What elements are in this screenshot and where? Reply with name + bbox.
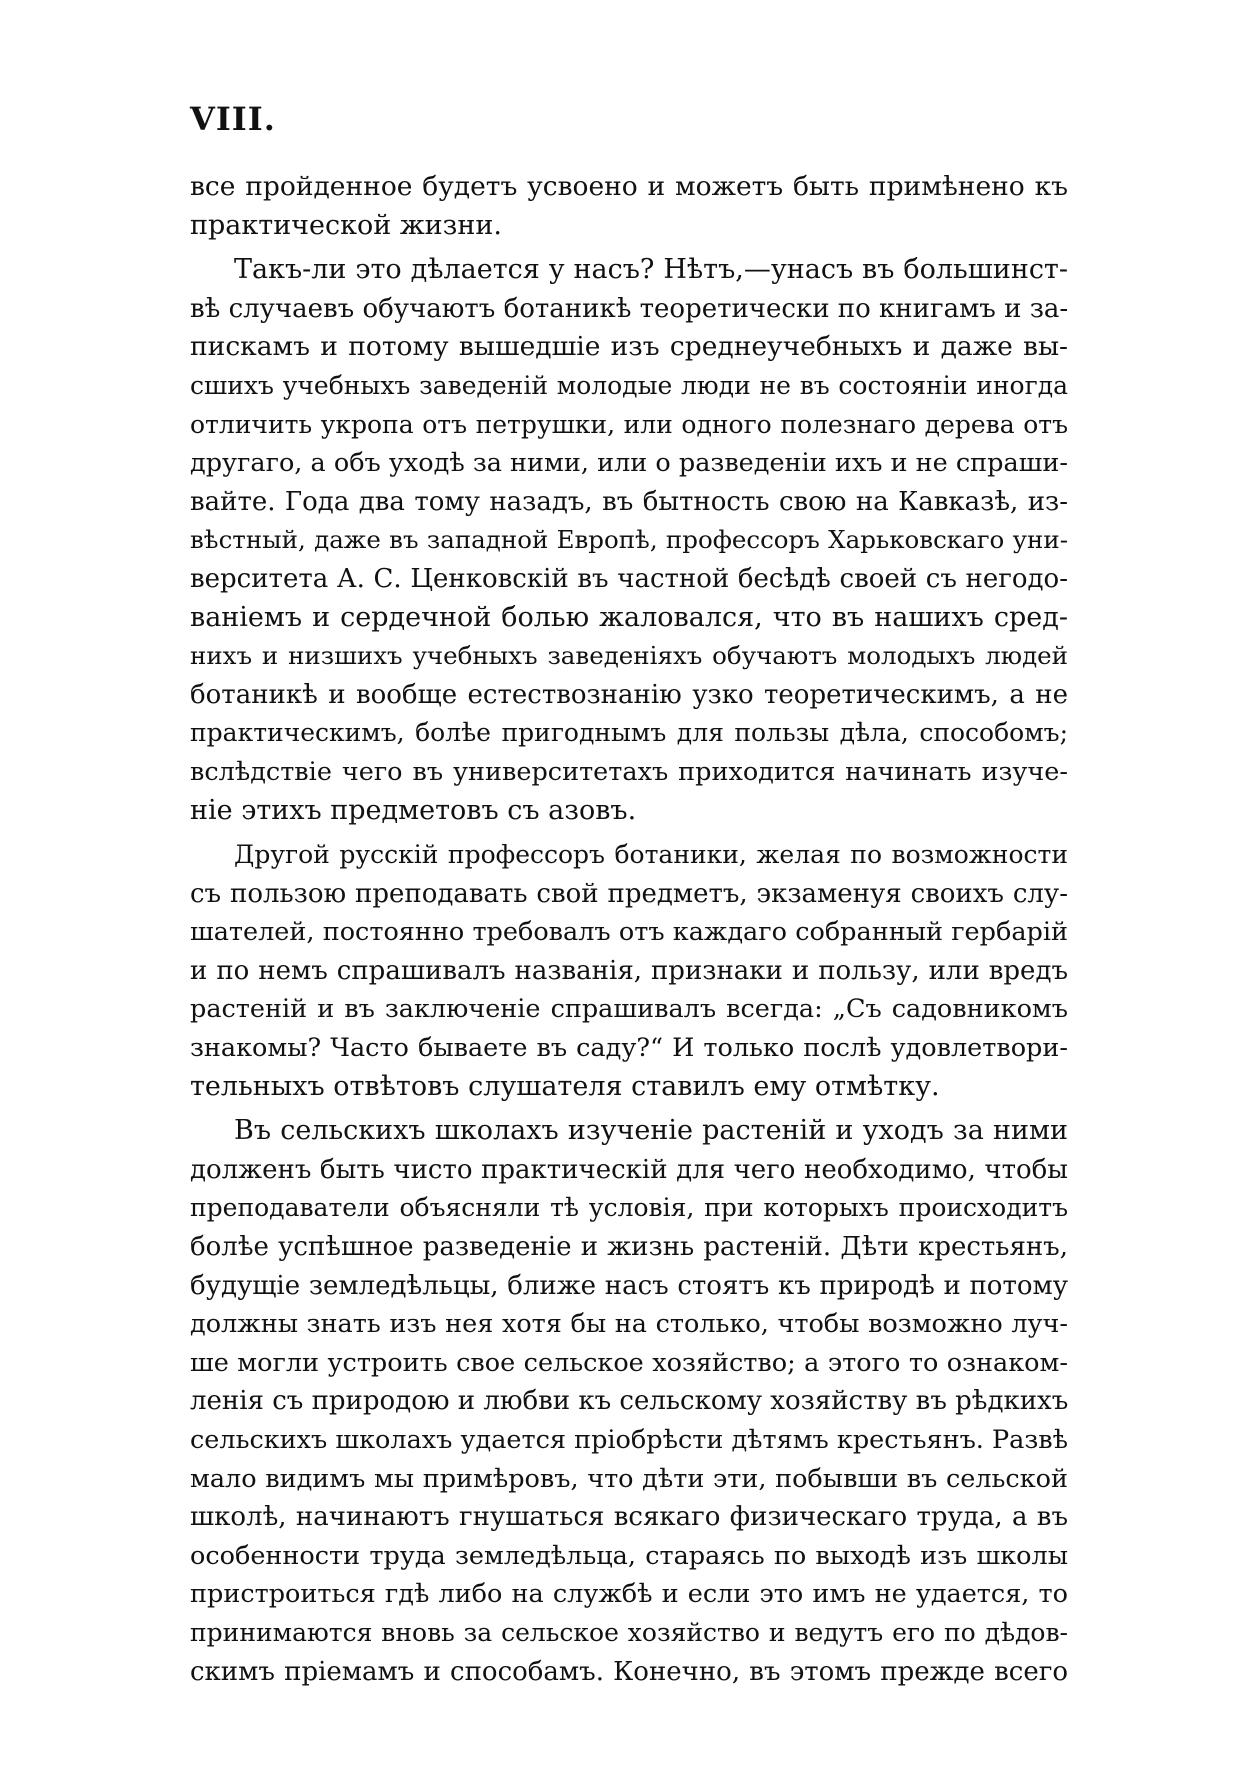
text-line: Такъ-ли это дѣлается у насъ? Нѣтъ,—унасъ въ большинст- <box>234 254 1068 286</box>
text-line: скимъ пріемамъ и способамъ. Конечно, въ этомъ прежде всего <box>190 1656 1068 1687</box>
text-line: практической жизни. <box>190 209 502 241</box>
text-line: особенности труда земледѣльца, стараясь по выходѣ изъ школы <box>190 1540 1068 1571</box>
paragraph <box>190 1112 1068 1691</box>
text-line: шателей, постоянно требовалъ отъ каждаго собранный гербарій <box>190 917 1068 948</box>
text-line: сшихъ учебныхъ заведеній молодые люди не въ состояніи иногда <box>190 370 1068 400</box>
text-line: Въ сельскихъ школахъ изученіе растеній и уходъ за ними <box>234 1115 1068 1147</box>
text-line: вѣ случаевъ обучаютъ ботаникѣ теоретически по книгамъ и за- <box>190 293 1069 324</box>
text-line: вслѣдствіе чего въ университетахъ приходится начинать изуче- <box>190 756 1068 787</box>
text-line: школѣ, начинаютъ гнушаться всякаго физическаго труда, а въ <box>190 1502 1068 1533</box>
body-text <box>190 168 1068 1691</box>
text-line: тельныхъ отвѣтовъ слушателя ставилъ ему отмѣтку. <box>190 1070 940 1102</box>
text-line: знакомы? Часто бываете въ саду?“ И только послѣ удовлетвори- <box>190 1033 1068 1064</box>
page-number: VIII. <box>190 100 276 138</box>
text-line: и по немъ спрашивалъ названія, признаки и пользу, или вредъ <box>190 955 1068 986</box>
text-line: все пройденное будетъ усвоено и можетъ быть примѣнено къ <box>190 171 1068 202</box>
paragraph <box>190 251 1068 830</box>
text-line: практическимъ, болѣе пригоднымъ для пользы дѣла, способомъ; <box>190 718 1068 748</box>
text-line: долженъ быть чисто практическій для чего необходимо, чтобы <box>190 1154 1068 1185</box>
text-line: принимаются вновь за сельское хозяйство и ведутъ его по дѣдов- <box>190 1617 1068 1647</box>
text-line: мало видимъ мы примѣровъ, что дѣти эти, побывши въ сельской <box>190 1463 1068 1494</box>
paragraph <box>190 168 1068 245</box>
text-line: Другой русскій профессоръ ботаники, желая по возможности <box>234 840 1068 870</box>
text-line: вѣстный, даже въ западной Европѣ, профессоръ Харьковскаго уни- <box>190 525 1068 555</box>
text-line: ленія съ природою и любви къ сельскому хозяйству въ рѣдкихъ <box>190 1386 1069 1417</box>
text-line: пискамъ и потому вышедшіе изъ среднеучебныхъ и даже вы- <box>190 331 1068 363</box>
text-line: будущіе земледѣльцы, ближе насъ стоятъ къ природѣ и потому <box>190 1270 1068 1301</box>
text-line: пристроиться гдѣ либо на службѣ и если это имъ не удается, то <box>190 1579 1068 1610</box>
text-line: преподаватели объясняли тѣ условія, при которыхъ происходитъ <box>190 1193 1068 1223</box>
text-line: ніе этихъ предметовъ съ азовъ. <box>190 794 637 826</box>
paragraph <box>190 836 1068 1106</box>
text-line: болѣе успѣшное разведеніе и жизнь растеній. Дѣти крестьянъ, <box>190 1232 1068 1263</box>
text-line: другаго, а объ уходѣ за ними, или о разведеніи ихъ и не спраши- <box>190 448 1068 479</box>
text-line: сельскихъ школахъ удается пріобрѣсти дѣтямъ крестьянъ. Развѣ <box>190 1425 1069 1455</box>
text-line: растеній и въ заключеніе спрашивалъ всегда: „Съ садовникомъ <box>190 994 1068 1025</box>
text-line: ваніемъ и сердечной болью жаловался, что въ нашихъ сред- <box>190 601 1068 633</box>
text-line: отличить укропа отъ петрушки, или одного полезнаго дерева отъ <box>190 409 1068 439</box>
text-line: вайте. Года два тому назадъ, въ бытность свою на Кавказѣ, из- <box>190 486 1068 517</box>
text-line: ботаникѣ и вообще естествознанію узко теоретическимъ, а не <box>190 679 1068 710</box>
text-line: ше могли устроить свое сельское хозяйство; а этого то ознаком- <box>190 1347 1068 1378</box>
text-line: съ пользою преподавать свой предметъ, экзаменуя своихъ слу- <box>190 878 1068 909</box>
text-line: верситета А. С. Ценковскій въ частной бесѣдѣ своей съ негодо- <box>190 563 1068 594</box>
text-line: нихъ и низшихъ учебныхъ заведеніяхъ обучаютъ молодыхъ людей <box>190 641 1068 671</box>
text-line: должны знать изъ нея хотя бы на столько, чтобы возможно луч- <box>190 1309 1068 1340</box>
